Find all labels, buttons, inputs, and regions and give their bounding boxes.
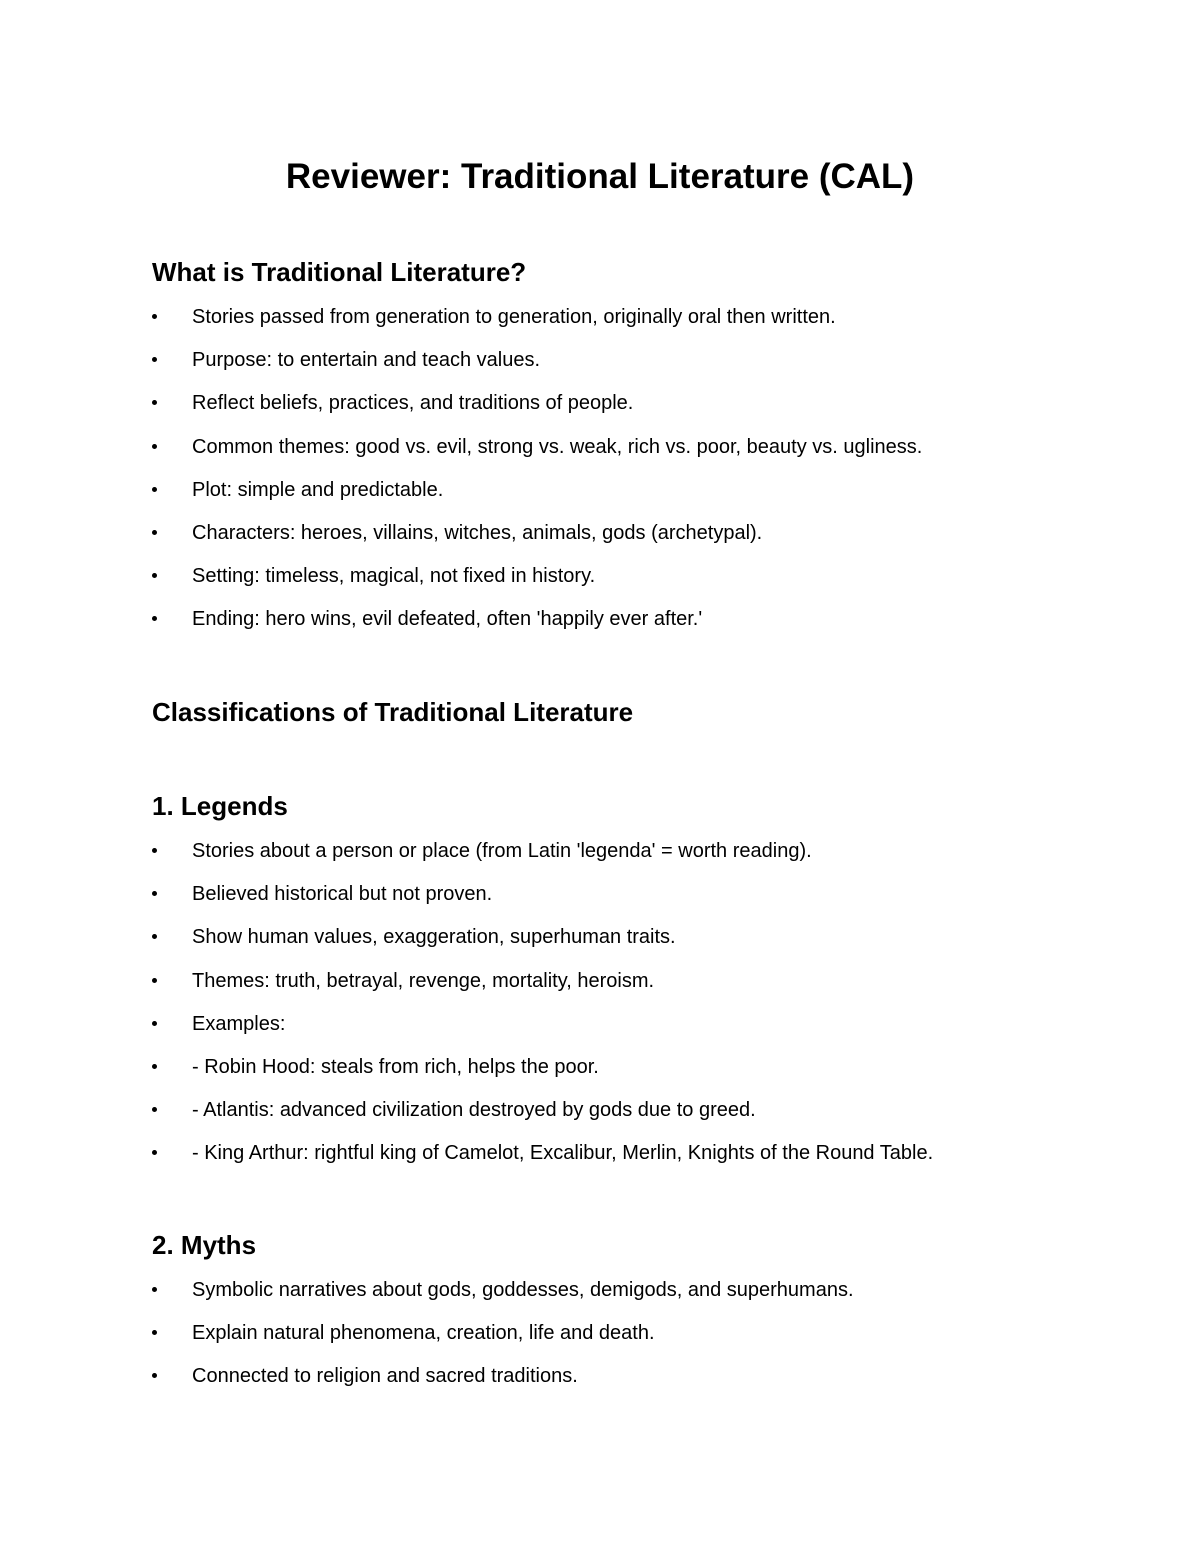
list-item bbox=[152, 1096, 933, 1139]
section-heading-classifications: Classifications of Traditional Literature bbox=[152, 697, 634, 727]
list-item-text: Ending: hero wins, evil defeated, often 'happily ever after.' bbox=[192, 608, 703, 631]
bullet-icon bbox=[152, 400, 157, 405]
bullet-list-legends bbox=[152, 837, 933, 1183]
list-item-text: Stories about a person or place (from Latin 'legenda' = worth reading). bbox=[192, 840, 812, 862]
list-item-text: Symbolic narratives about gods, goddesses, demigods, and superhumans. bbox=[192, 1279, 854, 1301]
list-item-text: Show human values, exaggeration, superhuman traits. bbox=[192, 926, 676, 949]
list-item bbox=[152, 303, 922, 346]
list-item bbox=[152, 389, 922, 432]
list-item bbox=[152, 1276, 854, 1319]
bullet-icon bbox=[152, 573, 157, 578]
list-item-text: Setting: timeless, magical, not fixed in history. bbox=[192, 565, 596, 588]
bullet-icon bbox=[152, 314, 157, 319]
list-item-text: Connected to religion and sacred traditions. bbox=[192, 1365, 578, 1388]
bullet-list-what-is bbox=[152, 303, 922, 649]
bullet-icon bbox=[152, 891, 157, 896]
bullet-icon bbox=[152, 848, 157, 853]
list-item bbox=[152, 1319, 854, 1362]
list-item bbox=[152, 562, 922, 605]
list-item bbox=[152, 1053, 933, 1096]
list-item bbox=[152, 967, 933, 1010]
list-item bbox=[152, 476, 922, 519]
bullet-icon bbox=[152, 487, 157, 492]
list-item-text: Examples: bbox=[192, 1012, 286, 1035]
list-item-text: Believed historical but not proven. bbox=[192, 883, 493, 906]
bullet-icon bbox=[152, 530, 157, 535]
list-item-text: Purpose: to entertain and teach values. bbox=[192, 349, 541, 372]
bullet-icon bbox=[152, 1064, 157, 1069]
list-item-text: Explain natural phenomena, creation, life and death. bbox=[192, 1322, 655, 1345]
bullet-icon bbox=[152, 357, 157, 362]
list-item-text: Plot: simple and predictable. bbox=[192, 478, 444, 501]
list-item bbox=[152, 837, 933, 880]
list-item bbox=[152, 923, 933, 966]
section-heading-legends: 1. Legends bbox=[152, 791, 288, 821]
list-item bbox=[152, 1010, 933, 1053]
list-item-text: Reflect beliefs, practices, and traditions of people. bbox=[192, 392, 634, 415]
list-item-text: Characters: heroes, villains, witches, animals, gods (archetypal). bbox=[192, 521, 763, 544]
list-item-text: - King Arthur: rightful king of Camelot, Excalibur, Merlin, Knights of the Round Table. bbox=[192, 1142, 934, 1165]
bullet-icon bbox=[152, 978, 157, 983]
list-item-text: Themes: truth, betrayal, revenge, mortality, heroism. bbox=[192, 969, 655, 992]
list-item-text: - Atlantis: advanced civilization destroyed by gods due to greed. bbox=[192, 1099, 756, 1122]
page-title: Reviewer: Traditional Literature (CAL) bbox=[285, 157, 915, 196]
section-heading-what-is: What is Traditional Literature? bbox=[152, 257, 527, 287]
bullet-icon bbox=[152, 1021, 157, 1026]
bullet-icon bbox=[152, 444, 157, 449]
bullet-icon bbox=[152, 1150, 157, 1155]
list-item bbox=[152, 346, 922, 389]
bullet-icon bbox=[152, 1373, 157, 1378]
bullet-icon bbox=[152, 1287, 157, 1292]
section-heading-myths: 2. Myths bbox=[152, 1230, 257, 1260]
list-item-text: Common themes: good vs. evil, strong vs. weak, rich vs. poor, beauty vs. ugliness. bbox=[192, 435, 923, 458]
list-item bbox=[152, 605, 922, 648]
bullet-icon bbox=[152, 1330, 157, 1335]
bullet-icon bbox=[152, 616, 157, 621]
list-item bbox=[152, 1139, 933, 1182]
list-item-text: Stories passed from generation to generation, originally oral then written. bbox=[192, 306, 836, 328]
bullet-list-myths bbox=[152, 1276, 854, 1406]
list-item bbox=[152, 880, 933, 923]
list-item-text: - Robin Hood: steals from rich, helps the poor. bbox=[192, 1055, 599, 1078]
list-item bbox=[152, 1362, 854, 1405]
list-item bbox=[152, 519, 922, 562]
bullet-icon bbox=[152, 1107, 157, 1112]
bullet-icon bbox=[152, 934, 157, 939]
list-item bbox=[152, 433, 922, 476]
